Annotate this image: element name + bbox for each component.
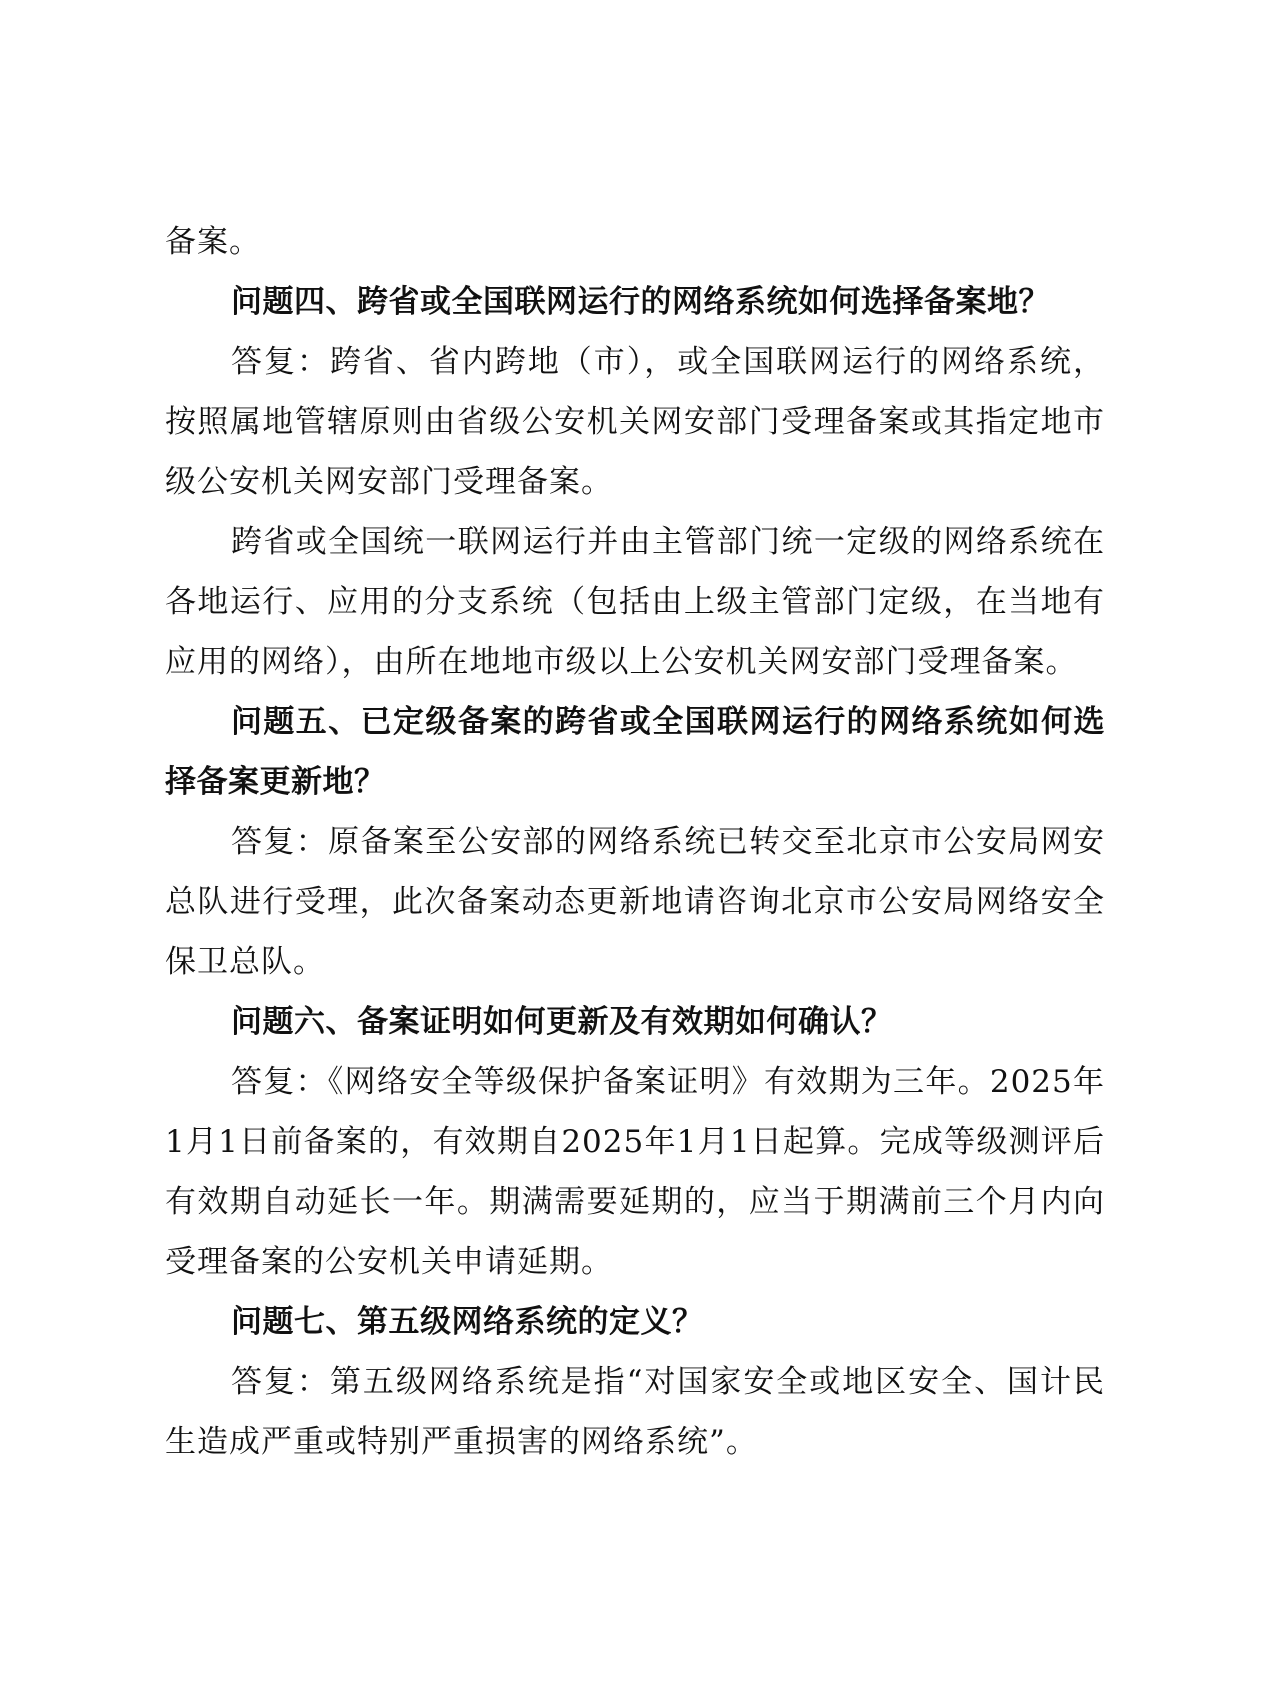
question-4-heading: 问题四、跨省或全国联网运行的网络系统如何选择备案地？	[231, 284, 1050, 320]
paragraph-continuation: 备案。	[165, 224, 261, 260]
question-6-heading: 问题六、备案证明如何更新及有效期如何确认？	[231, 1004, 893, 1040]
question-5-heading: 问题五、已定级备案的跨省或全国联网运行的网络系统如何选择备案更新地？	[165, 704, 1105, 800]
question-7-heading: 问题七、第五级网络系统的定义？	[231, 1304, 704, 1340]
answer-6-paragraph: 答复：《网络安全等级保护备案证明》有效期为三年。2025年1月1日前备案的，有效期自2025年1月1日起算。完成等级测评后有效期自动延长一年。期满需要延期的，应当于期满前三个月内向受理备案的公安机关申请延期。	[165, 1064, 1105, 1280]
answer-7-paragraph: 答复：第五级网络系统是指“对国家安全或地区安全、国计民生造成严重或特别严重损害的网络系统”。	[165, 1364, 1105, 1460]
answer-5-paragraph: 答复：原备案至公安部的网络系统已转交至北京市公安局网安总队进行受理，此次备案动态更新地请咨询北京市公安局网络安全保卫总队。	[165, 824, 1105, 980]
document-body	[165, 212, 1105, 1472]
answer-4-paragraph-1: 答复：跨省、省内跨地（市），或全国联网运行的网络系统，按照属地管辖原则由省级公安机关网安部门受理备案或其指定地市级公安机关网安部门受理备案。	[165, 344, 1105, 500]
answer-4-paragraph-2: 跨省或全国统一联网运行并由主管部门统一定级的网络系统在各地运行、应用的分支系统（包括由上级主管部门定级，在当地有应用的网络），由所在地地市级以上公安机关网安部门受理备案。	[165, 524, 1105, 680]
